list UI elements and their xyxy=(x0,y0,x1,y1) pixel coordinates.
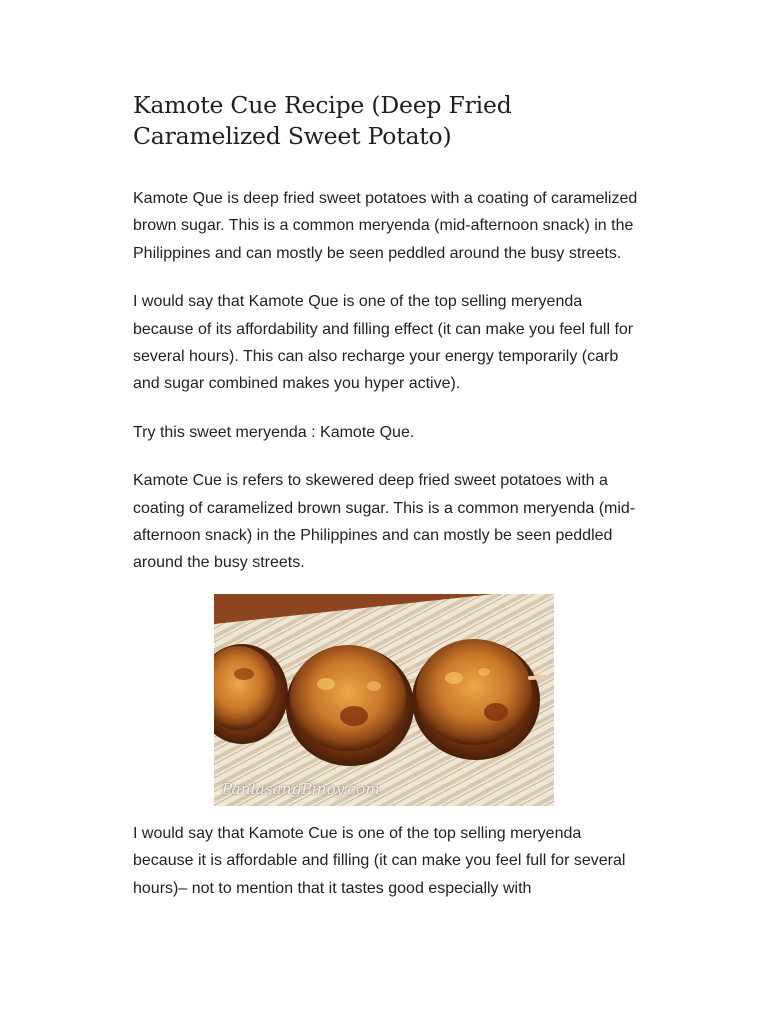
article-content xyxy=(133,90,643,923)
paragraph-2: I would say that Kamote Que is one of the top selling meryenda because of its affordability and filling effect (it can make you feel full for several hours). This can also recharge your energy temporarily (carb and sugar combined makes you hyper active). xyxy=(133,293,634,393)
paragraph-4: Kamote Cue is refers to skewered deep fried sweet potatoes with a coating of caramelized brown sugar. This is a common meryenda (mid-afternoon snack) in the Philippines and can mostly be seen peddled around the busy streets. xyxy=(133,472,636,572)
image-watermark: PanlasangPinoy.com xyxy=(222,779,380,798)
kamote-cue-photo xyxy=(214,594,554,806)
paragraph-1: Kamote Que is deep fried sweet potatoes with a coating of caramelized brown sugar. This is a common meryenda (mid-afternoon snack) in the Philippines and can mostly be seen peddled around the busy streets. xyxy=(133,190,638,262)
paragraph-after-image: I would say that Kamote Cue is one of the top selling meryenda because it is affordable and filling (it can make you feel full for several hours)– not to mention that it tastes good especially with xyxy=(133,824,626,897)
paragraph-3: Try this sweet meryenda : Kamote Que. xyxy=(133,423,415,441)
kamote-cue-photo-graphic xyxy=(214,594,554,806)
article-title: Kamote Cue Recipe (Deep Fried Caramelized Sweet Potato) xyxy=(133,91,512,150)
